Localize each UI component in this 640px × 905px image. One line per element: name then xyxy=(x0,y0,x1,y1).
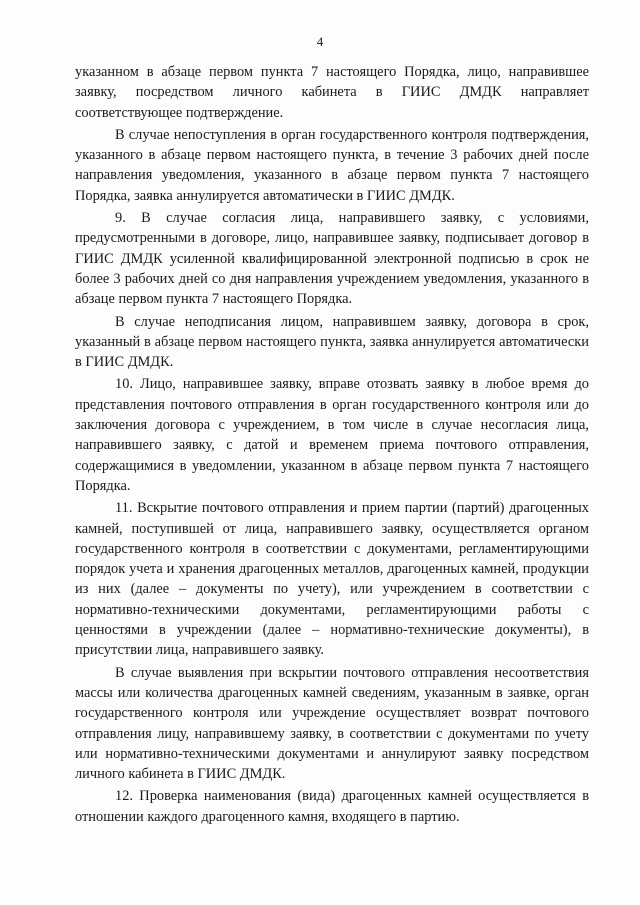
paragraph-item-10: 10. Лицо, направившее заявку, вправе отозвать заявку в любое время до представления почтового отправления в орган государственного контроля или до заключения договора с учреждением, в том числе в случае несогласия лица, направившего заявку, с датой и временем приема почтового отправления, содержащимися в уведомлении, указанном в абзаце первом пункта 7 настоящего Порядка. xyxy=(75,376,589,494)
paragraph-non-receipt-confirmation: В случае непоступления в орган государственного контроля подтверждения, указанного в абзаце первом настоящего пункта, в течение 3 рабочих дней после направления уведомления, указанного в абзаце первом пункта 7 настоящего Порядка, заявка аннулируется автоматически в ГИИС ДМДК. xyxy=(75,126,589,204)
document-body xyxy=(75,62,589,829)
paragraph-non-signing: В случае неподписания лицом, направившем заявку, договора в срок, указанный в абзаце первом настоящего пункта, заявка аннулируется автоматически в ГИИС ДМДК. xyxy=(75,313,589,371)
paragraph-item-11: 11. Вскрытие почтового отправления и прием партии (партий) драгоценных камней, поступившей от лица, направившего заявку, осуществляется органом государственного контроля в соответствии с документами, регламентирующими порядок учета и хранения драгоценных металлов, драгоценных камней, продукции из них (далее – документы по учету), или учреждением в соответствии с нормативно-техническими документами, регламентирующими работы с ценностями в учреждении (далее – нормативно-технические документы), в присутствии лица, направившего заявку. xyxy=(75,500,589,659)
paragraph-item-9: 9. В случае согласия лица, направившего заявку, с условиями, предусмотренными в договоре, лицо, направившее заявку, подписывает договор в ГИИС ДМДК усиленной квалифицированной электронной подписью в срок не более 3 рабочих дней со дня направления учреждением уведомления, указанного в абзаце первом пункта 7 настоящего Порядка. xyxy=(75,210,589,308)
page-number: 4 xyxy=(316,34,324,49)
paragraph-discrepancy: В случае выявления при вскрытии почтового отправления несоответствия массы или количества драгоценных камней сведениям, указанным в заявке, орган государственного контроля или учреждение осуществляет возврат почтового отправления лицу, направившему заявку, в соответствии с документами по учету или нормативно-техническими документами и аннулируют заявку посредством личного кабинета в ГИИС ДМДК. xyxy=(75,664,589,783)
paragraph-continuation: указанном в абзаце первом пункта 7 настоящего Порядка, лицо, направившее заявку, посредством личного кабинета в ГИИС ДМДК направляет соответствующее подтверждение. xyxy=(75,64,589,121)
paragraph-item-12: 12. Проверка наименования (вида) драгоценных камней осуществляется в отношении каждого драгоценного камня, входящего в партию. xyxy=(75,788,589,825)
